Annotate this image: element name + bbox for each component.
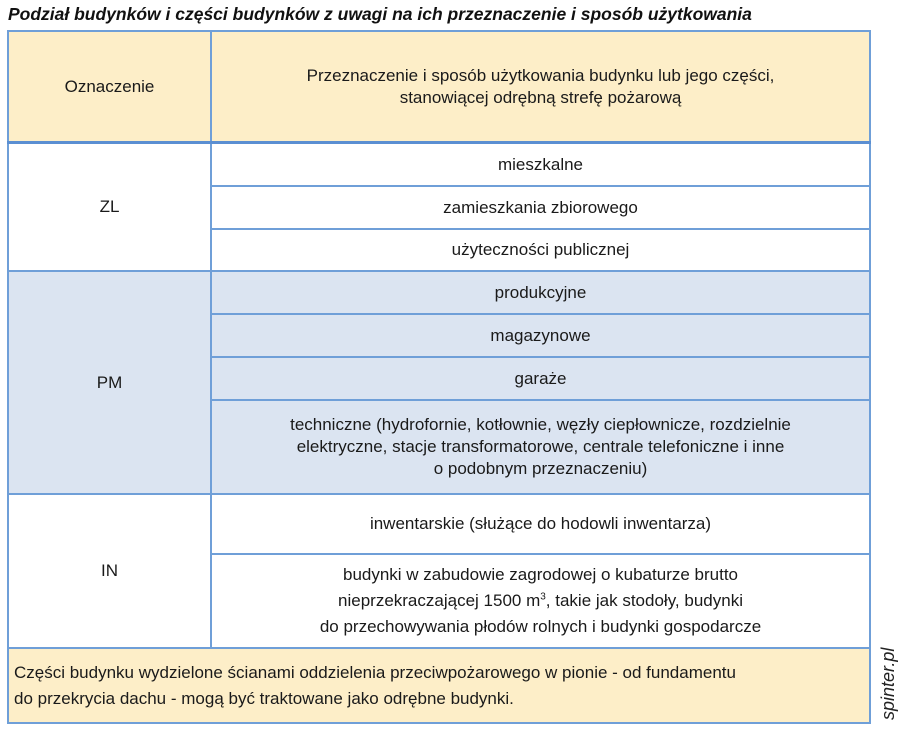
- group-code-pm: [7, 270, 212, 495]
- header-purpose-line2: stanowiącej odrębną strefę pożarową: [399, 87, 682, 107]
- table-row: [210, 144, 871, 187]
- row-text: inwentarskie (służące do hodowli inwentarza): [369, 514, 712, 533]
- row-text-line: o podobnym przeznaczeniu): [433, 459, 648, 478]
- footer-note-line1: Części budynku wydzielone ścianami oddzielenia przeciwpożarowego w pionie - od fundamentu: [14, 663, 736, 682]
- header-purpose-line1: Przeznaczenie i sposób użytkowania budynku lub jego części,: [306, 65, 775, 85]
- row-text: użyteczności publicznej: [451, 240, 630, 259]
- table-row: [210, 270, 871, 315]
- table-row: [210, 313, 871, 358]
- footer-note-line2: do przekrycia dachu - mogą być traktowane jako odrębne budynki.: [14, 689, 514, 708]
- header-purpose: [210, 30, 871, 143]
- header-designation-label: Oznaczenie: [64, 76, 155, 96]
- group-code-label: IN: [101, 561, 118, 580]
- group-code-in: [7, 493, 212, 649]
- row-text: produkcyjne: [494, 282, 587, 302]
- table-row: [210, 228, 871, 272]
- header-designation: [7, 30, 212, 143]
- group-code-label: PM: [96, 372, 123, 392]
- table-row: [210, 553, 871, 649]
- group-code-label: ZL: [99, 197, 120, 216]
- row-text-part: , takie jak stodoły, budynki: [545, 591, 743, 610]
- footer-note: [7, 647, 871, 724]
- table-row: [210, 185, 871, 230]
- row-text-line: elektryczne, stacje transformatorowe, centrale telefoniczne i inne: [296, 437, 785, 456]
- row-text: garaże: [514, 368, 567, 388]
- row-text-line: budynki w zabudowie zagrodowej o kubaturze brutto: [342, 565, 739, 584]
- group-code-zl: [7, 144, 212, 272]
- table-row: [210, 356, 871, 401]
- row-text: zamieszkania zbiorowego: [443, 197, 638, 217]
- row-text-line: techniczne (hydrofornie, kotłownie, węzły ciepłownicze, rozdzielnie: [290, 415, 791, 434]
- table-row: [210, 399, 871, 495]
- table-row: [210, 493, 871, 555]
- row-text-line: do przechowywania płodów rolnych i budynki gospodarcze: [319, 617, 762, 636]
- row-text-line: [338, 588, 743, 614]
- row-text-part: nieprzekraczającej 1500 m: [338, 591, 541, 610]
- superscript: 3: [540, 591, 546, 603]
- table-title: Podział budynków i części budynków z uwagi na ich przeznaczenie i sposób użytkowania: [8, 4, 752, 24]
- row-text: mieszkalne: [497, 154, 584, 174]
- row-text: magazynowe: [490, 325, 591, 345]
- watermark: spinter.pl: [878, 647, 898, 720]
